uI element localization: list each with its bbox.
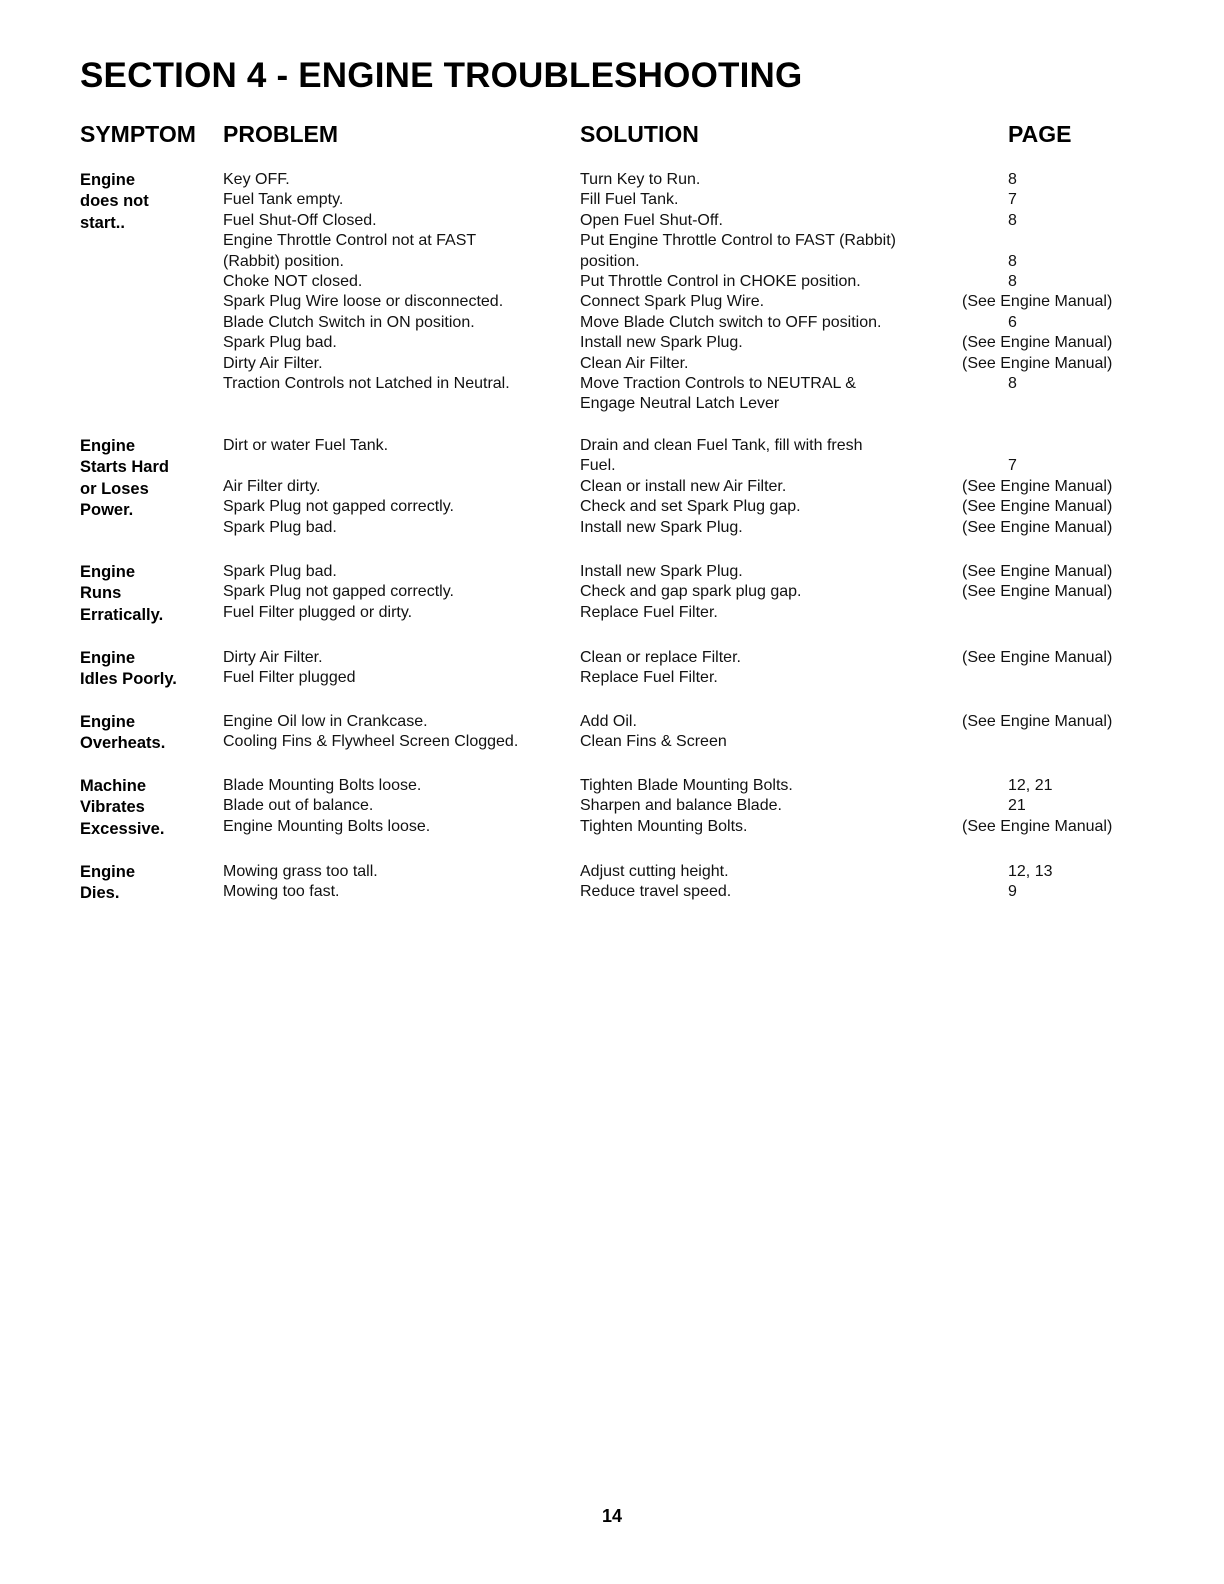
- problem-text: Traction Controls not Latched in Neutral.: [223, 374, 510, 392]
- problem-cell: [223, 272, 573, 292]
- solution-cell: [580, 436, 950, 477]
- symptom-line: Vibrates: [80, 798, 145, 817]
- solution-text: Move Traction Controls to NEUTRAL &: [580, 374, 856, 392]
- table-row: [0, 648, 1224, 668]
- table-row: [0, 603, 1224, 623]
- page-reference: 8: [1008, 171, 1017, 188]
- symptom-line: Engine: [80, 437, 136, 455]
- solution-text: Open Fuel Shut-Off.: [580, 211, 723, 229]
- solution-cell: [580, 190, 950, 210]
- solution-text: Install new Spark Plug.: [580, 518, 743, 536]
- symptom-line: Idles Poorly.: [80, 670, 177, 689]
- problem-cell: [223, 477, 573, 497]
- table-row: [0, 313, 1224, 333]
- table-row: [0, 211, 1224, 231]
- solution-text: Put Engine Throttle Control to FAST (Rabbit): [580, 232, 897, 250]
- page-reference: (See Engine Manual): [962, 817, 1113, 835]
- problem-cell: [223, 603, 573, 623]
- table-row: [0, 272, 1224, 292]
- problem-cell: [223, 313, 573, 333]
- symptom-line: Runs: [80, 584, 122, 603]
- solution-text: Sharpen and balance Blade.: [580, 797, 782, 815]
- page-reference: 8: [1008, 374, 1017, 392]
- page-reference: (See Engine Manual): [962, 583, 1113, 601]
- problem-cell: [223, 668, 573, 688]
- problem-text: Cooling Fins & Flywheel Screen Clogged.: [223, 733, 519, 751]
- problem-cell: [223, 732, 573, 752]
- problem-text: Fuel Tank empty.: [223, 191, 344, 209]
- problem-text: Air Filter dirty.: [223, 477, 321, 495]
- solution-text: Put Throttle Control in CHOKE position.: [580, 272, 861, 290]
- solution-cell: [580, 333, 950, 353]
- solution-text: Connect Spark Plug Wire.: [580, 293, 765, 311]
- page-reference: 7: [1008, 191, 1017, 209]
- problem-cell: [223, 882, 573, 902]
- column-header-page: PAGE: [1008, 121, 1072, 147]
- solution-cell: [580, 518, 950, 538]
- problem-cell: [223, 648, 573, 668]
- problem-cell: [223, 333, 573, 353]
- page-reference: 6: [1008, 313, 1017, 331]
- solution-text: position.: [580, 252, 640, 270]
- table-row: [0, 862, 1224, 882]
- solution-text: Clean Air Filter.: [580, 354, 689, 372]
- problem-text: Key OFF.: [223, 171, 290, 188]
- solution-cell: [580, 668, 950, 688]
- solution-cell: [580, 170, 950, 190]
- symptom-line: Overheats.: [80, 734, 166, 753]
- problem-text: (Rabbit) position.: [223, 252, 344, 270]
- solution-text: Install new Spark Plug.: [580, 334, 743, 352]
- solution-text: Install new Spark Plug.: [580, 563, 743, 580]
- solution-cell: [580, 272, 950, 292]
- table-row: [0, 292, 1224, 312]
- problem-text: Choke NOT closed.: [223, 272, 363, 290]
- problem-cell: [223, 817, 573, 837]
- solution-text: Clean or install new Air Filter.: [580, 477, 787, 495]
- table-row: [0, 518, 1224, 538]
- symptom-line: start..: [80, 213, 125, 232]
- problem-cell: [223, 211, 573, 231]
- solution-cell: [580, 477, 950, 497]
- solution-text: Clean Fins & Screen: [580, 733, 727, 751]
- problem-text: Mowing grass too tall.: [223, 863, 378, 880]
- problem-cell: [223, 776, 573, 796]
- page-reference: (See Engine Manual): [962, 649, 1113, 666]
- problem-text: Spark Plug not gapped correctly.: [223, 498, 454, 516]
- column-header-symptom: SYMPTOM: [80, 121, 196, 147]
- table-row: [0, 668, 1224, 688]
- problem-cell: [223, 170, 573, 190]
- solution-cell: [580, 562, 950, 582]
- solution-text: Replace Fuel Filter.: [580, 603, 718, 621]
- problem-cell: [223, 374, 573, 394]
- page-number: 14: [601, 1506, 623, 1526]
- problem-text: Dirty Air Filter.: [223, 649, 323, 666]
- table-row: [0, 477, 1224, 497]
- table-row: [0, 436, 1224, 477]
- solution-cell: [580, 648, 950, 668]
- table-row: [0, 882, 1224, 902]
- solution-cell: [580, 862, 950, 882]
- symptom-line: Dies.: [80, 884, 120, 903]
- problem-text: Blade Clutch Switch in ON position.: [223, 313, 475, 331]
- table-row: [0, 497, 1224, 517]
- table-row: [0, 817, 1224, 837]
- table-row: [0, 796, 1224, 816]
- solution-text: Engage Neutral Latch Lever: [580, 395, 780, 413]
- solution-text: Reduce travel speed.: [580, 883, 732, 901]
- page-reference: 7: [1008, 457, 1017, 475]
- solution-cell: [580, 313, 950, 333]
- page-reference: 9: [1008, 883, 1017, 901]
- symptom-line: does not: [80, 192, 149, 211]
- problem-cell: [223, 436, 573, 456]
- solution-text: Tighten Blade Mounting Bolts.: [580, 777, 793, 794]
- table-row: [0, 170, 1224, 190]
- page-reference: (See Engine Manual): [962, 334, 1113, 352]
- problem-text: Spark Plug bad.: [223, 563, 337, 580]
- solution-cell: [580, 817, 950, 837]
- symptom-line: Engine: [80, 563, 136, 581]
- solution-cell: [580, 374, 950, 415]
- solution-cell: [580, 231, 950, 272]
- solution-text: Fill Fuel Tank.: [580, 191, 679, 209]
- solution-text: Clean or replace Filter.: [580, 649, 741, 666]
- symptom-line: Starts Hard: [80, 458, 169, 477]
- page-reference: (See Engine Manual): [962, 477, 1113, 495]
- page-reference: 12, 21: [1008, 777, 1053, 794]
- solution-text: Fuel.: [580, 457, 616, 475]
- page-title: SECTION 4 - ENGINE TROUBLESHOOTING: [80, 56, 803, 95]
- page-reference: (See Engine Manual): [962, 293, 1113, 311]
- problem-text: Fuel Filter plugged: [223, 669, 356, 687]
- page-reference: (See Engine Manual): [962, 354, 1113, 372]
- page-reference: 8: [1008, 272, 1017, 290]
- problem-text: Blade out of balance.: [223, 797, 374, 815]
- solution-cell: [580, 211, 950, 231]
- table-row: [0, 582, 1224, 602]
- solution-text: Check and set Spark Plug gap.: [580, 498, 801, 516]
- page-reference: (See Engine Manual): [962, 498, 1113, 516]
- solution-text: Check and gap spark plug gap.: [580, 583, 802, 601]
- solution-cell: [580, 712, 950, 732]
- table-row: [0, 190, 1224, 210]
- solution-text: Replace Fuel Filter.: [580, 669, 718, 687]
- symptom-line: Erratically.: [80, 605, 164, 624]
- problem-text: Spark Plug Wire loose or disconnected.: [223, 293, 504, 311]
- problem-cell: [223, 712, 573, 732]
- table-row: [0, 333, 1224, 353]
- page-reference: 8: [1008, 252, 1017, 270]
- symptom-line: Excessive.: [80, 819, 165, 838]
- table-row: [0, 732, 1224, 752]
- problem-text: Spark Plug bad.: [223, 518, 337, 536]
- solution-cell: [580, 497, 950, 517]
- problem-cell: [223, 582, 573, 602]
- table-row: [0, 374, 1224, 415]
- symptom-line: Engine: [80, 713, 136, 731]
- problem-cell: [223, 354, 573, 374]
- table-row: [0, 776, 1224, 796]
- symptom-line: or Loses: [80, 479, 149, 498]
- symptom-line: Machine: [80, 777, 147, 795]
- problem-text: Engine Throttle Control not at FAST: [223, 232, 477, 250]
- problem-cell: [223, 497, 573, 517]
- solution-cell: [580, 354, 950, 374]
- solution-text: Drain and clean Fuel Tank, fill with fresh: [580, 437, 863, 454]
- solution-text: Move Blade Clutch switch to OFF position.: [580, 313, 882, 331]
- table-row: [0, 712, 1224, 732]
- solution-cell: [580, 292, 950, 312]
- symptom-line: Engine: [80, 171, 136, 189]
- table-row: [0, 354, 1224, 374]
- problem-cell: [223, 292, 573, 312]
- problem-cell: [223, 518, 573, 538]
- problem-text: Mowing too fast.: [223, 883, 340, 901]
- column-header-solution: SOLUTION: [580, 121, 699, 147]
- solution-cell: [580, 732, 950, 752]
- problem-cell: [223, 190, 573, 210]
- problem-text: Spark Plug bad.: [223, 334, 337, 352]
- problem-cell: [223, 231, 573, 272]
- solution-cell: [580, 582, 950, 602]
- problem-text: Fuel Filter plugged or dirty.: [223, 603, 413, 621]
- problem-cell: [223, 562, 573, 582]
- page-reference: 12, 13: [1008, 863, 1053, 880]
- solution-cell: [580, 882, 950, 902]
- symptom-line: Power.: [80, 500, 134, 519]
- problem-cell: [223, 862, 573, 882]
- solution-text: Tighten Mounting Bolts.: [580, 817, 748, 835]
- problem-text: Dirt or water Fuel Tank.: [223, 437, 389, 454]
- solution-text: Adjust cutting height.: [580, 863, 729, 880]
- column-header-problem: PROBLEM: [223, 121, 338, 147]
- solution-cell: [580, 603, 950, 623]
- table-row: [0, 562, 1224, 582]
- solution-cell: [580, 796, 950, 816]
- problem-text: Blade Mounting Bolts loose.: [223, 777, 422, 794]
- solution-text: Turn Key to Run.: [580, 171, 701, 188]
- page-reference: (See Engine Manual): [962, 563, 1113, 580]
- problem-text: Engine Oil low in Crankcase.: [223, 713, 428, 730]
- page-reference: 21: [1008, 797, 1026, 815]
- problem-text: Engine Mounting Bolts loose.: [223, 817, 431, 835]
- solution-text: Add Oil.: [580, 713, 637, 730]
- solution-cell: [580, 776, 950, 796]
- symptom-line: Engine: [80, 863, 136, 881]
- problem-text: Dirty Air Filter.: [223, 354, 323, 372]
- problem-text: Spark Plug not gapped correctly.: [223, 583, 454, 601]
- page-reference: (See Engine Manual): [962, 518, 1113, 536]
- page-reference: 8: [1008, 211, 1017, 229]
- problem-text: Fuel Shut-Off Closed.: [223, 211, 377, 229]
- table-row: [0, 231, 1224, 272]
- page-reference: (See Engine Manual): [962, 713, 1113, 730]
- problem-cell: [223, 796, 573, 816]
- symptom-line: Engine: [80, 649, 136, 667]
